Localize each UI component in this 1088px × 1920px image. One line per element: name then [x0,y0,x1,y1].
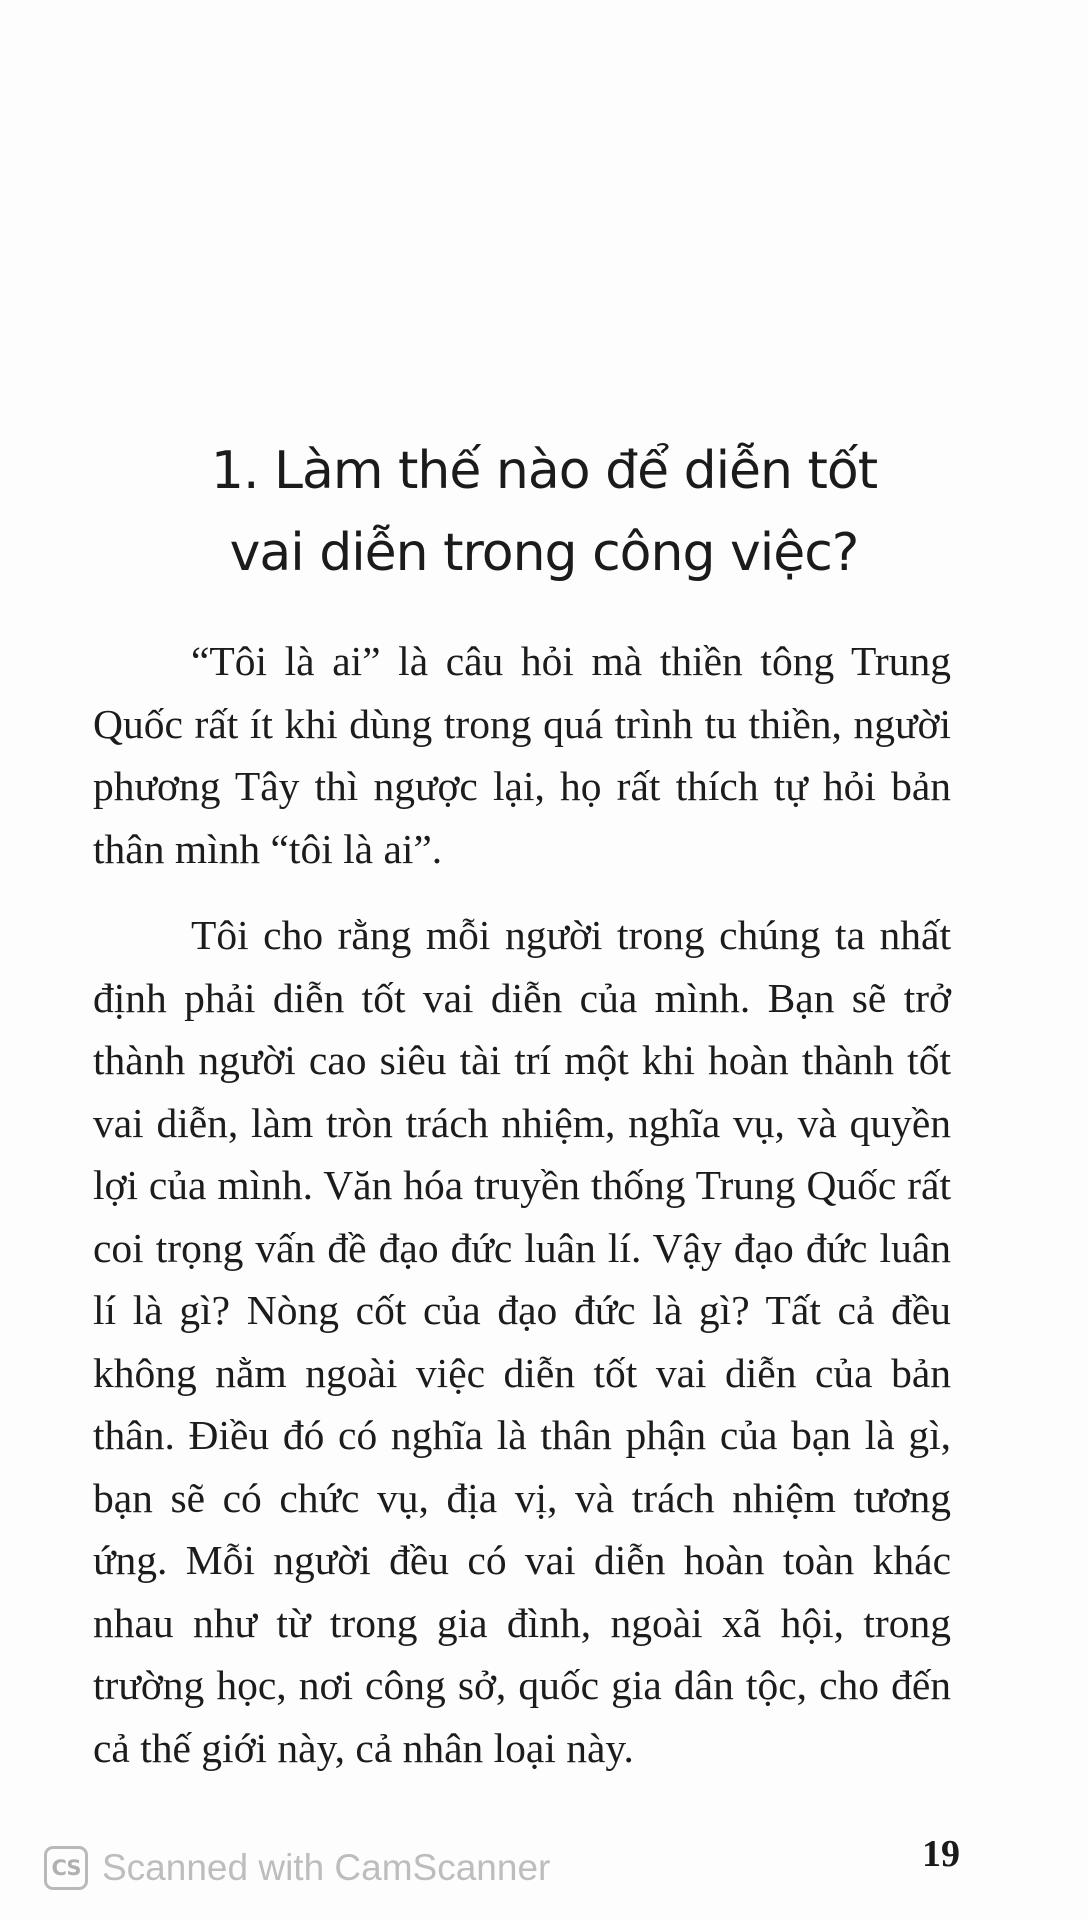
watermark-text: Scanned with CamScanner [102,1847,551,1888]
paragraph-2: Tôi cho rằng mỗi người trong chúng ta nhất định phải diễn tốt vai diễn của mình. Bạn sẽ trở thành người cao siêu tài trí một khi hoàn thành tốt vai diễn, làm tròn trách nhiệm, nghĩa vụ, và quyền lợi của mình. Văn hóa truyền thống Trung Quốc rất coi trọng vấn đề đạo đức luân lí. Vậy đạo đức luân lí là gì? Nòng cốt của đạo đức là gì? Tất cả đều không nằm ngoài việc diễn tốt vai diễn của bản thân. Điều đó có nghĩa là thân phận của bạn là gì, bạn sẽ có chức vụ, địa vị, và trách nhiệm tương ứng. Mỗi người đều có vai diễn hoàn toàn khác nhau như từ trong gia đình, ngoài xã hội, trong trường học, nơi công sở, quốc gia dân tộc, cho đến cả thế giới này, cả nhân loại này. [93,912,951,1771]
section-heading-line-2: vai diễn trong công việc? [229,522,859,583]
page-number: 19 [922,1833,960,1875]
body-text [93,630,951,1803]
section-heading-line-1: 1. Làm thế nào để diễn tốt [210,440,878,501]
paragraph-1: “Tôi là ai” là câu hỏi mà thiền tông Trung Quốc rất ít khi dùng trong quá trình tu thiền, người phương Tây thì ngược lại, họ rất thích tự hỏi bản thân mình “tôi là ai”. [93,638,951,872]
section-heading [120,430,968,594]
camscanner-watermark [44,1843,550,1893]
camscanner-logo-icon: CS [44,1846,88,1890]
